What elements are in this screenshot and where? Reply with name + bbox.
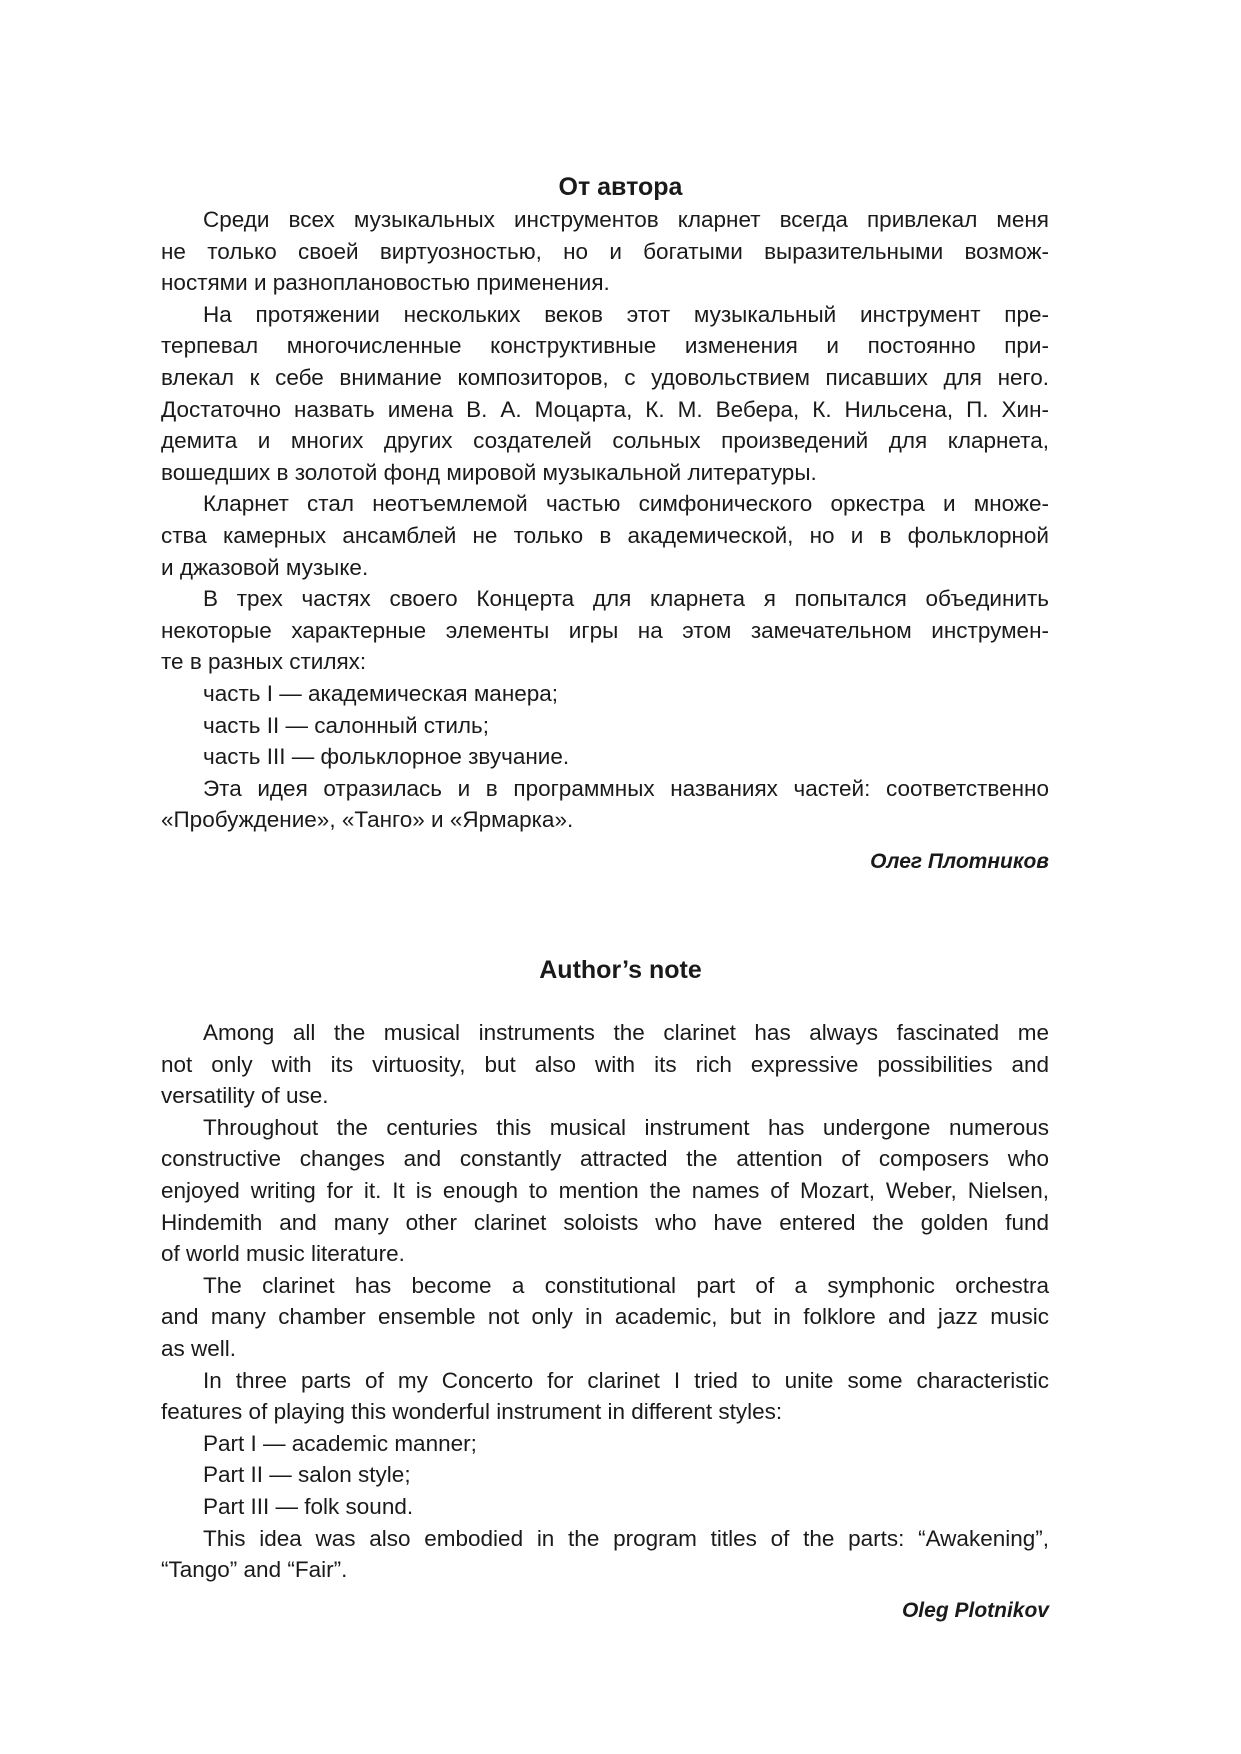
ru-signature: Олег Плотников xyxy=(870,850,1049,873)
paragraph xyxy=(161,1270,1049,1365)
paragraph xyxy=(161,1491,1049,1523)
text-line: Среди всех музыкальных инструментов кларнет всегда привлекал меня xyxy=(203,207,1049,232)
paragraph xyxy=(161,1428,1049,1460)
text-line: вошедших в золотой фонд мировой музыкальной литературы. xyxy=(161,459,817,485)
en-body-text xyxy=(161,1017,1049,1586)
text-line: versatility of use. xyxy=(161,1083,329,1109)
text-line: терпевал многочисленные конструктивные изменения и постоянно при- xyxy=(161,333,1049,359)
paragraph xyxy=(161,583,1049,678)
text-line: This idea was also embodied in the program titles of the parts: “Awakening”, xyxy=(203,1525,1049,1551)
text-line: Эта идея отразилась и в программных названиях частей: соответственно xyxy=(203,775,1049,801)
text-line: Part III — folk sound. xyxy=(203,1493,414,1519)
text-line: Part I — academic manner; xyxy=(203,1430,477,1456)
text-line: In three parts of my Concerto for clarinet I tried to unite some characteristic xyxy=(203,1367,1049,1393)
text-line: Part II — salon style; xyxy=(203,1462,411,1488)
text-line: Кларнет стал неотъемлемой частью симфонического оркестра и множе- xyxy=(203,491,1049,517)
text-line: ства камерных ансамблей не только в академической, но и в фольклорной xyxy=(161,522,1049,548)
en-signature: Oleg Plotnikov xyxy=(901,1599,1049,1622)
text-line: влекал к себе внимание композиторов, с удовольствием писавших для него. xyxy=(161,364,1049,390)
paragraph xyxy=(161,1523,1049,1586)
text-line: Hindemith and many other clarinet soloists who have entered the golden fund xyxy=(161,1209,1049,1235)
paragraph xyxy=(161,204,1049,299)
paragraph xyxy=(161,773,1049,836)
text-line: enjoyed writing for it. It is enough to mention the names of Mozart, Weber, Nielsen, xyxy=(161,1177,1049,1203)
text-line: “Tango” and “Fair”. xyxy=(161,1557,348,1583)
text-line: часть III — фольклорное звучание. xyxy=(203,744,570,770)
text-line: The clarinet has become a constitutional part of a symphonic orchestra xyxy=(203,1272,1049,1298)
text-line: and many chamber ensemble not only in academic, but in folklore and jazz music xyxy=(161,1304,1049,1330)
paragraph xyxy=(161,299,1049,489)
text-line: constructive changes and constantly attracted the attention of composers who xyxy=(161,1146,1049,1172)
paragraph xyxy=(161,1017,1049,1112)
paragraph xyxy=(161,488,1049,583)
paragraph xyxy=(161,710,1049,742)
text-line: некоторые характерные элементы игры на этом замечательном инструмен- xyxy=(161,617,1049,643)
paragraph xyxy=(161,678,1049,710)
text-line: Достаточно назвать имена В. А. Моцарта, К. М. Вебера, К. Нильсена, П. Хин- xyxy=(161,396,1049,422)
text-line: В трех частях своего Концерта для кларнета я попытался объединить xyxy=(203,586,1049,612)
text-line: не только своей виртуозностью, но и богатыми выразительными возмож- xyxy=(161,238,1049,264)
en-heading: Author’s note xyxy=(539,956,702,984)
ru-body-text xyxy=(161,204,1049,836)
paragraph xyxy=(161,1365,1049,1428)
text-line: ностями и разноплановостью применения. xyxy=(161,270,610,296)
paragraph xyxy=(161,1459,1049,1491)
text-line: те в разных стилях: xyxy=(161,649,367,675)
paragraph xyxy=(161,741,1049,773)
text-line: Among all the musical instruments the clarinet has always fascinated me xyxy=(203,1020,1049,1045)
text-line: часть I — академическая манера; xyxy=(203,680,559,706)
text-line: часть II — салонный стиль; xyxy=(203,712,489,738)
text-line: «Пробуждение», «Танго» и «Ярмарка». xyxy=(161,807,574,833)
text-line: features of playing this wonderful instrument in different styles: xyxy=(161,1399,783,1425)
paragraph xyxy=(161,1112,1049,1270)
ru-heading: От автора xyxy=(558,173,683,201)
text-line: of world music literature. xyxy=(161,1241,405,1267)
text-line: Throughout the centuries this musical instrument has undergone numerous xyxy=(203,1114,1049,1140)
text-line: и джазовой музыке. xyxy=(161,554,369,580)
text-line: not only with its virtuosity, but also with its rich expressive possibilities and xyxy=(161,1051,1049,1077)
text-line: демита и многих других создателей сольных произведений для кларнета, xyxy=(161,428,1049,454)
text-line: as well. xyxy=(161,1335,237,1361)
text-line: На протяжении нескольких веков этот музыкальный инструмент пре- xyxy=(203,301,1049,327)
